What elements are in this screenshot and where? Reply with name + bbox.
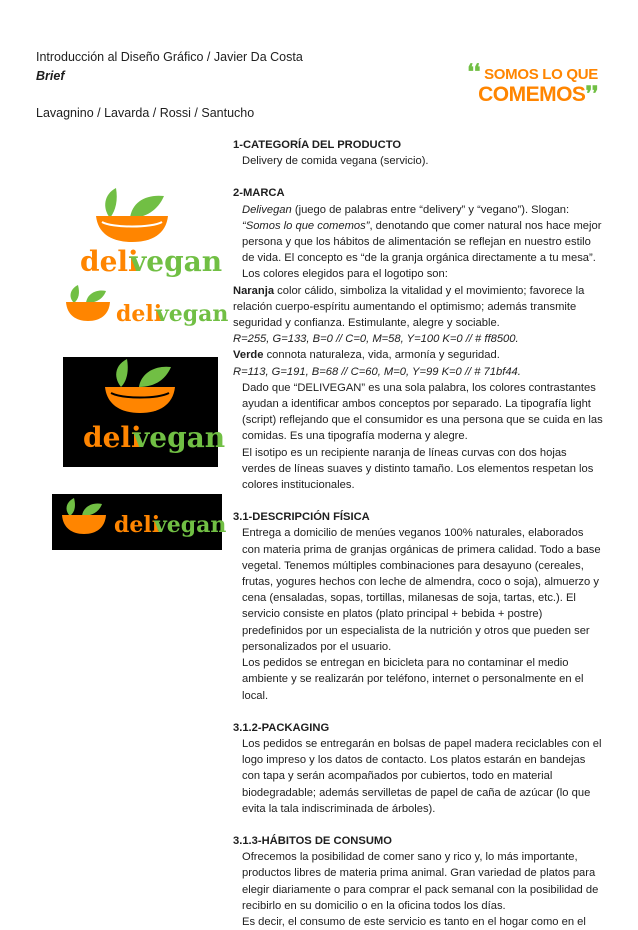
bowl-icon	[96, 188, 168, 242]
color-orange-codes: R=255, G=133, B=0 // C=0, M=58, Y=100 K=0 // # ff8500.	[233, 333, 519, 346]
color-green-description: Verde connota naturaleza, vida, armonía y seguridad.	[233, 349, 500, 362]
authors-line: Lavagnino / Lavarda / Rossi / Santucho	[36, 106, 255, 120]
brief-label: Brief	[36, 69, 65, 83]
svg-text:deli: deli	[114, 512, 161, 538]
wordmark-vegan: vegan	[130, 245, 223, 278]
document-header	[36, 48, 303, 123]
section-3-1-2-title: 3.1.2-PACKAGING	[233, 721, 330, 734]
brief-content	[233, 137, 603, 930]
wordmark-deli: deli	[80, 245, 139, 278]
svg-text:vegan: vegan	[154, 512, 227, 538]
section-1-title: 1-CATEGORÍA DEL PRODUCTO	[233, 139, 402, 151]
open-quote-mark: ❛❛	[467, 61, 481, 84]
bowl-icon	[62, 498, 106, 534]
svg-text:deli: deli	[83, 421, 142, 454]
logo-stacked-dark	[63, 357, 226, 467]
section-3-1-2-paragraph-1: Los pedidos se entregarán en bolsas de papel madera reciclables con el logo impreso y los datos de contacto. Los platos estarán en bandejas con tapa y serán acompañados por cubiertos, todo en material biodegradable; además servilletas de papel de caña de azúcar (lo que evita la tala indiscriminada de árboles).	[242, 737, 602, 815]
section-3-1-title: 3.1-DESCRIPCIÓN FÍSICA	[233, 511, 370, 524]
section-3-1-3-paragraph-2: Es decir, el consumo de este servicio es tanto en el hogar como en el	[242, 915, 586, 928]
section-3-1-paragraph-1: Entrega a domicilio de menúes veganos 100% naturales, elaborados con materia prima de granjas orgánicas de primera calidad. Todo a base vegetal. Tenemos múltiples combinaciones para desayuno (cereales, frutas, yogures hechos con leche de almendra, coco o soja), almuerzo y cena (ensaladas, sopas, tortillas, milanesas de soja, tartas, etc.). El servicio consiste en platos (plato principal + bebida + postre) predefinidos por un especialista de la nutrición y otros que pueden ser personalizados por el usuario.	[242, 527, 601, 653]
svg-text:deli: deli	[116, 301, 163, 327]
logo-horizontal-light	[62, 285, 229, 333]
section-2-paragraph-3: Dado que “DELIVEGAN” es una sola palabra, los colores contrastantes ayudan a identificar ambos conceptos por separado. La tipografía light (script) reflejando que el consumidor es una persona que se cuida en las comidas. Es una tipografía moderna y alegre.	[242, 381, 603, 443]
section-2-paragraph-1: Delivegan (juego de palabras entre “delivery” y “vegano”). Slogan: “Somos lo que comemos”, denotando que comer natural nos hace mejor persona y que los hábitos de alimentación se reflejan en nuestro estilo de vida. El concepto es “de la granja orgánica directamente a tu mesa”.	[242, 203, 602, 265]
bowl-icon	[66, 285, 110, 321]
section-3-1-3-title: 3.1.3-HÁBITOS DE CONSUMO	[233, 834, 392, 847]
svg-text:vegan: vegan	[156, 301, 229, 327]
logo-horizontal-dark	[52, 494, 227, 550]
course-title: Introducción al Diseño Gráfico / Javier Da Costa	[36, 50, 303, 64]
color-orange-description: Naranja color cálido, simboliza la vitalidad y el movimiento; favorece la relación cuerpo-espíritu aumentando el optimismo; además transmite seguridad y confianza. Estimulante, alegre y sociable.	[233, 284, 585, 330]
section-2-paragraph-4: El isotipo es un recipiente naranja de líneas curvas con dos hojas verdes de líneas suaves y distinto tamaño. Los elementos respetan los colores institucionales.	[242, 446, 594, 492]
section-2-paragraph-2: Los colores elegidos para el logotipo son:	[242, 268, 448, 281]
slogan-line-1: ❛❛ SOMOS LO QUE	[467, 61, 598, 84]
slogan-line-2: COMEMOS❜❜	[478, 83, 598, 106]
svg-text:vegan: vegan	[133, 421, 226, 454]
close-quote-mark: ❜❜	[585, 83, 598, 106]
section-1-text: Delivery de comida vegana (servicio).	[242, 155, 429, 168]
logo-stacked-light	[72, 178, 223, 278]
section-3-1-3-paragraph-1: Ofrecemos la posibilidad de comer sano y rico y, lo más importante, productos libres de materia prima animal. Gran variedad de platos para elegir diariamente o para comprar el pack semanal con la posibilidad de recibirlo en su domicilio o en la oficina todos los días.	[242, 851, 599, 912]
section-2-title: 2-MARCA	[233, 187, 285, 200]
color-green-codes: R=113, G=191, B=68 // C=60, M=0, Y=99 K=0 // # 71bf44.	[233, 365, 521, 378]
bowl-icon	[105, 359, 175, 413]
slogan-logo	[467, 61, 598, 106]
section-3-1-paragraph-2: Los pedidos se entregan en bicicleta para no contaminar el medio ambiente y se realizarán por teléfono, internet o personalmente en el local.	[242, 657, 584, 702]
